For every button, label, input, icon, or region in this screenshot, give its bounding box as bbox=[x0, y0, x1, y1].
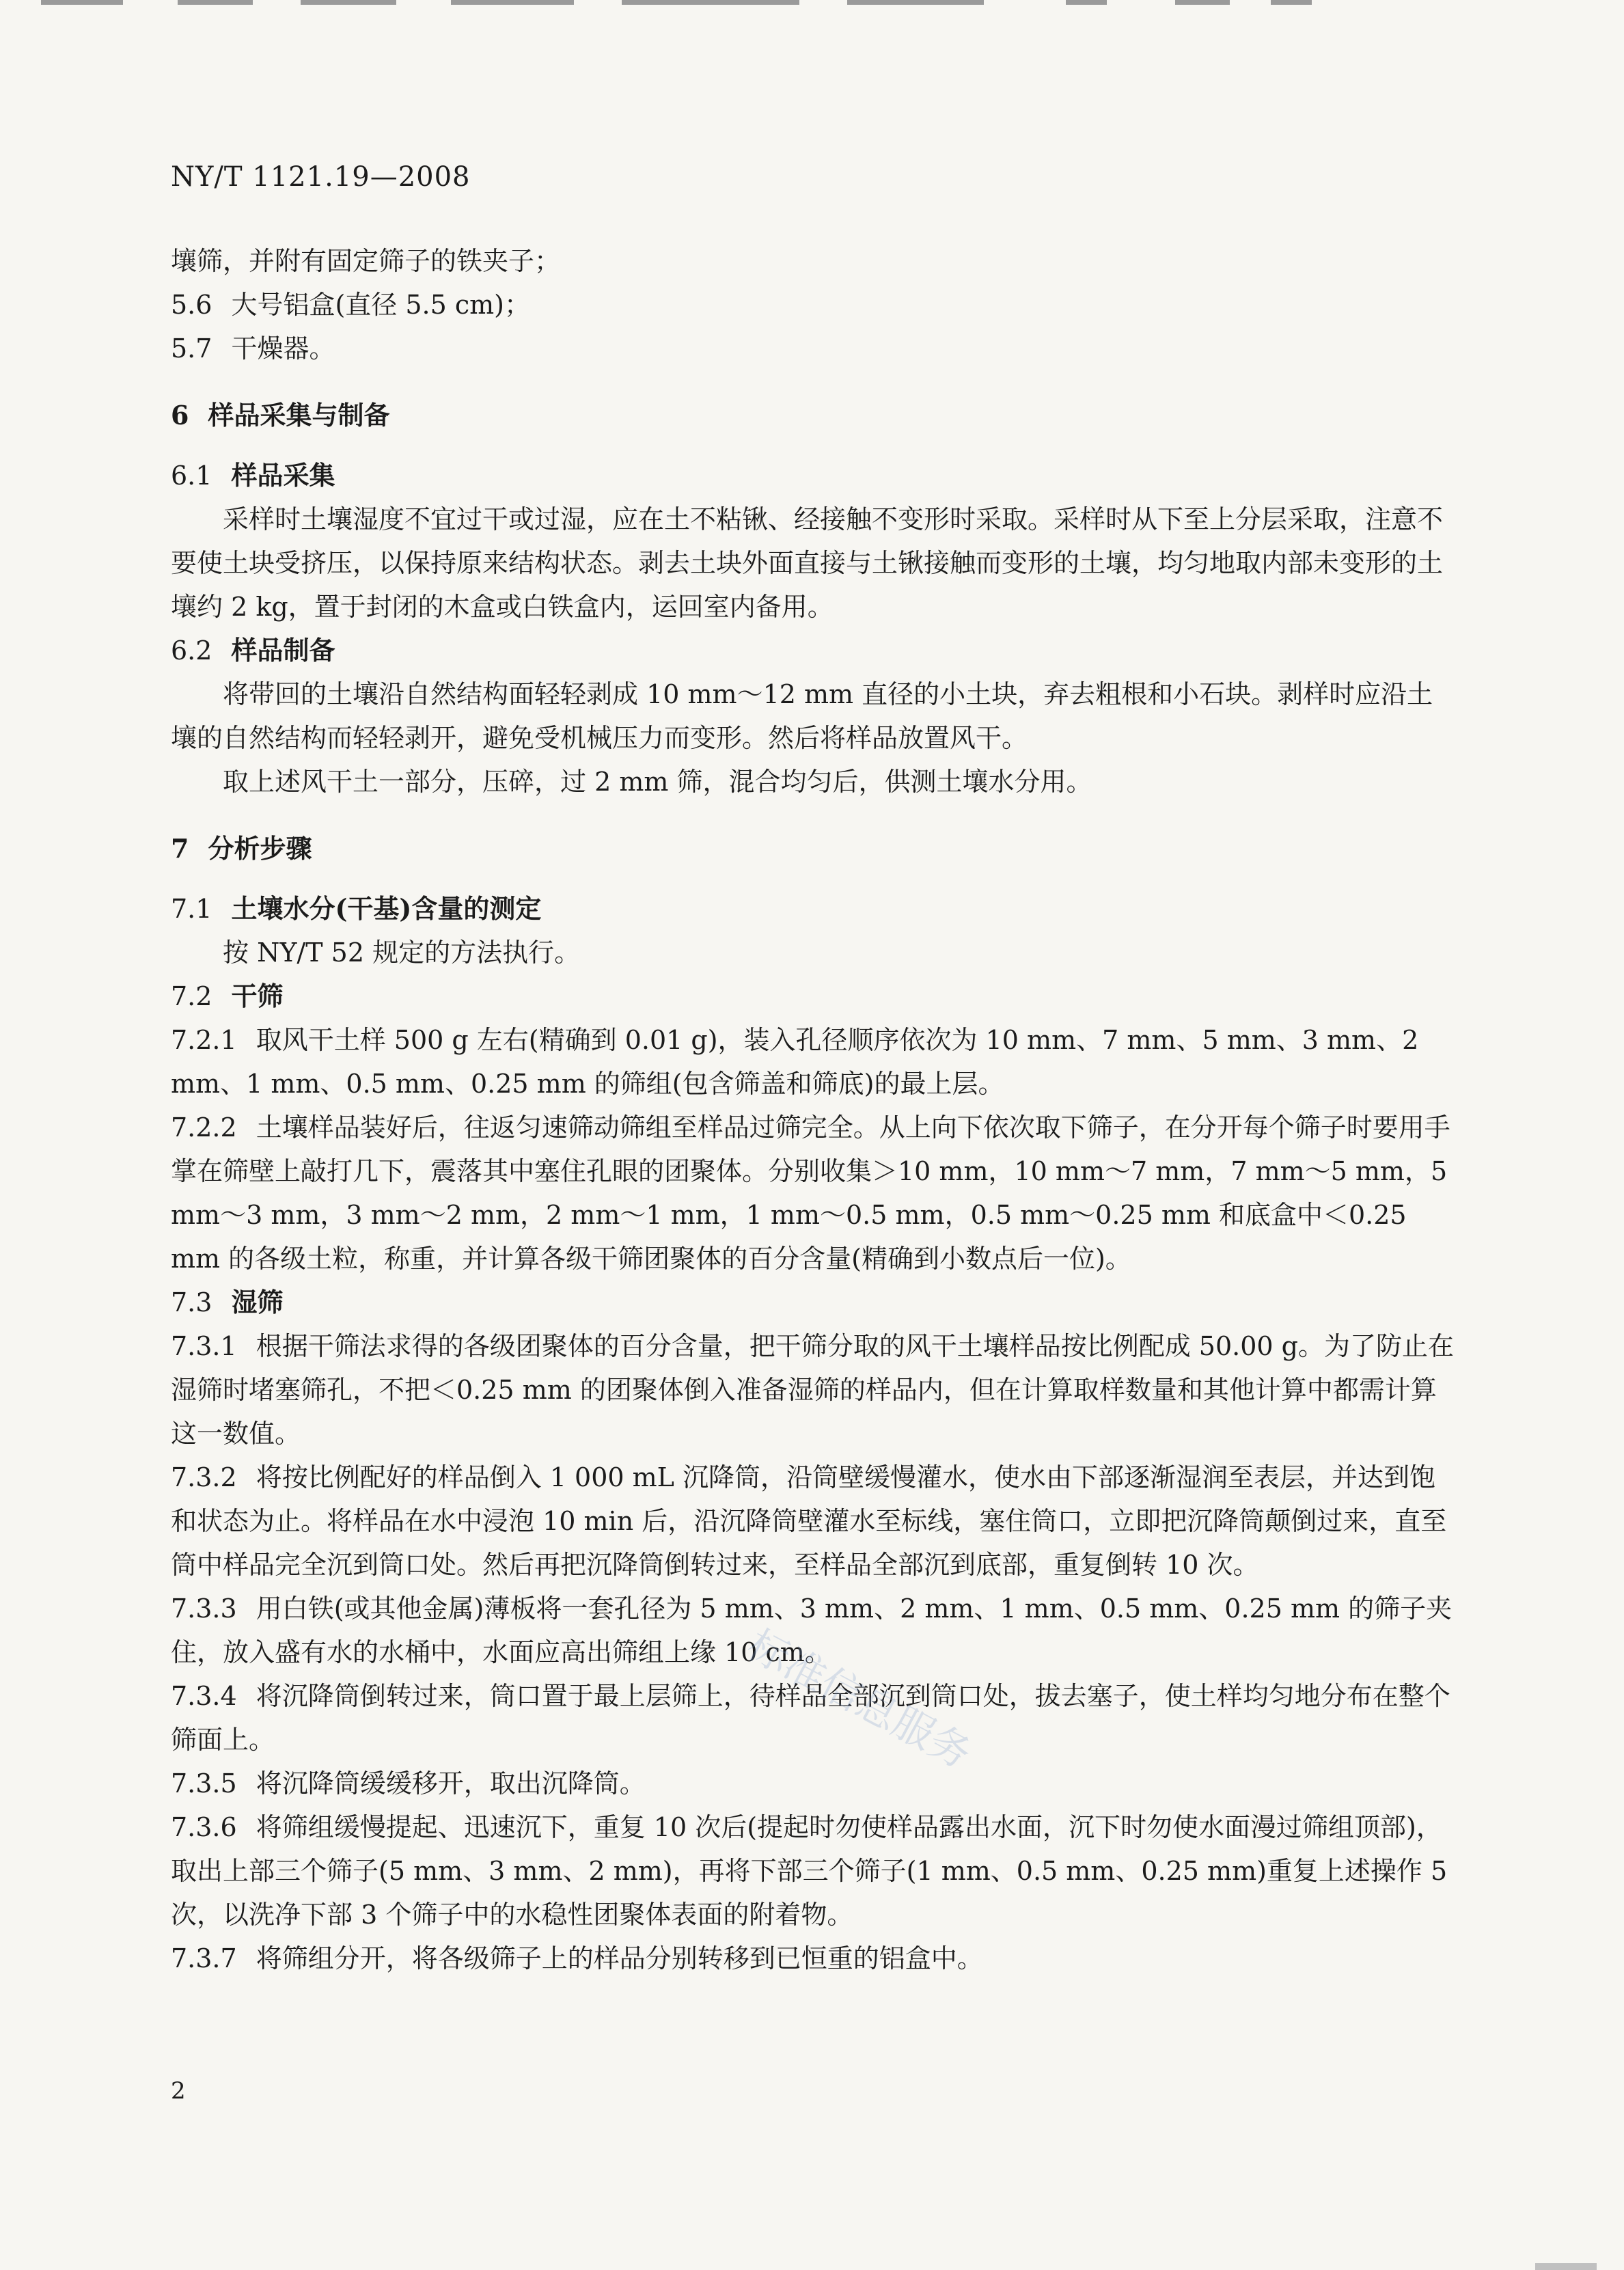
continued-line: 壤筛，并附有固定筛子的铁夹子； bbox=[171, 246, 561, 276]
clause-7-3-7 bbox=[171, 1937, 1455, 1980]
page-number: 2 bbox=[171, 2077, 186, 2105]
clause-7-3-5 bbox=[171, 1762, 1455, 1805]
clause-text: 用白铁(或其他金属)薄板将一套孔径为 5 mm、3 mm、2 mm、1 mm、0.5 mm、0.25 mm 的筛子夹住，放入盛有水的水桶中，水面应高出筛组上缘 10 cm。 bbox=[171, 1594, 1453, 1667]
clause-number: 5.7 bbox=[171, 333, 212, 364]
clause-7-2-2 bbox=[171, 1106, 1455, 1281]
standard-number-header: NY/T 1121.19—2008 bbox=[171, 161, 471, 193]
clause-number: 7.3.7 bbox=[171, 1943, 237, 1973]
clause-text: 将筛组分开，将各级筛子上的样品分别转移到已恒重的铝盒中。 bbox=[256, 1943, 983, 1973]
chapter-6-heading bbox=[171, 394, 1455, 437]
section-number: 7.2 bbox=[171, 981, 212, 1011]
clause-text: 将按比例配好的样品倒入 1 000 mL 沉降筒，沿筒壁缓慢灌水，使水由下部逐渐湿润至表层，并达到饱和状态为止。将样品在水中浸泡 10 min 后，沿沉降筒壁灌水至标线，塞住筒口，立即把沉降筒颠倒过来，直至筒中样品完全沉到筒口处。然后再把沉降筒倒转过来，至样品全部沉到底部，重复倒转 10 次。 bbox=[171, 1462, 1447, 1580]
document-body bbox=[171, 239, 1455, 1980]
clause-7-3-6 bbox=[171, 1805, 1455, 1937]
clause-text: 根据干筛法求得的各级团聚体的百分含量，把干筛分取的风干土壤样品按比例配成 50.00 g。为了防止在湿筛时堵塞筛孔，不把＜0.25 mm 的团聚体倒入准备湿筛的样品内，但在计算取样数量和其他计算中都需计算这一数值。 bbox=[171, 1331, 1454, 1449]
section-number: 7.3 bbox=[171, 1287, 212, 1317]
chapter-title: 样品采集与制备 bbox=[208, 400, 390, 430]
paragraph-6-2-a: 将带回的土壤沿自然结构面轻轻剥成 10 mm～12 mm 直径的小土块，弃去粗根和小石块。剥样时应沿土壤的自然结构而轻轻剥开，避免受机械压力而变形。然后将样品放置风干。 bbox=[171, 679, 1433, 753]
watermark-text: 标准信息服务 bbox=[739, 1621, 980, 1779]
clause-number: 7.3.4 bbox=[171, 1681, 237, 1711]
section-title: 湿筛 bbox=[231, 1287, 284, 1317]
clause-number: 7.3.1 bbox=[171, 1331, 237, 1361]
chapter-number: 7 bbox=[171, 833, 189, 864]
clause-text: 将沉降筒缓缓移开，取出沉降筒。 bbox=[256, 1768, 646, 1799]
paragraph-7-1: 按 NY/T 52 规定的方法执行。 bbox=[223, 938, 581, 968]
clause-text: 取风干土样 500 g 左右(精确到 0.01 g)，装入孔径顺序依次为 10 mm、7 mm、5 mm、3 mm、2 mm、1 mm、0.5 mm、0.25 mm 的筛组(包含筛盖和筛底)的最上层。 bbox=[171, 1025, 1419, 1099]
paragraph-6-2-b: 取上述风干土一部分，压碎，过 2 mm 筛，混合均匀后，供测土壤水分用。 bbox=[223, 767, 1092, 797]
clause-text: 干燥器。 bbox=[231, 333, 335, 364]
clause-number: 7.2.1 bbox=[171, 1025, 237, 1055]
clause-number: 7.3.2 bbox=[171, 1462, 237, 1492]
chapter-number: 6 bbox=[171, 400, 189, 430]
section-title: 样品采集 bbox=[231, 460, 335, 491]
clause-7-2-1 bbox=[171, 1018, 1455, 1106]
paragraph-6-1: 采样时土壤湿度不宜过干或过湿，应在土不粘锹、经接触不变形时采取。采样时从下至上分层采取，注意不要使土块受挤压，以保持原来结构状态。剥去土块外面直接与土锹接触而变形的土壤，均匀地取内部未变形的土壤约 2 kg，置于封闭的木盒或白铁盒内，运回室内备用。 bbox=[171, 504, 1444, 622]
clause-number: 7.3.3 bbox=[171, 1594, 237, 1624]
clause-7-3-2 bbox=[171, 1455, 1455, 1587]
clause-text: 将筛组缓慢提起、迅速沉下，重复 10 次后(提起时勿使样品露出水面，沉下时勿使水面漫过筛组顶部)，取出上部三个筛子(5 mm、3 mm、2 mm)，再将下部三个筛子(1 mm、0.5 mm、0.25 mm)重复上述操作 5 次，以洗净下部 3 个筛子中的水稳性团聚体表面的附着物。 bbox=[171, 1812, 1448, 1930]
chapter-7-heading bbox=[171, 827, 1455, 871]
section-number: 7.1 bbox=[171, 894, 212, 924]
section-6-2-heading bbox=[171, 629, 1455, 672]
section-6-1-heading bbox=[171, 454, 1455, 497]
section-7-3-heading bbox=[171, 1281, 1455, 1324]
clause-5-6 bbox=[171, 283, 1455, 327]
scan-top-marks bbox=[41, 0, 1583, 11]
section-7-2-heading bbox=[171, 974, 1455, 1018]
clause-number: 7.3.6 bbox=[171, 1812, 237, 1842]
section-7-1-heading bbox=[171, 887, 1455, 931]
chapter-title: 分析步骤 bbox=[208, 833, 312, 864]
clause-number: 5.6 bbox=[171, 290, 212, 320]
section-number: 6.1 bbox=[171, 461, 212, 491]
section-title: 土壤水分(干基)含量的测定 bbox=[231, 893, 542, 924]
clause-number: 7.3.5 bbox=[171, 1768, 237, 1799]
clause-text: 土壤样品装好后，往返匀速筛动筛组至样品过筛完全。从上向下依次取下筛子，在分开每个筛子时要用手掌在筛壁上敲打几下，震落其中塞住孔眼的团聚体。分别收集＞10 mm，10 mm～7 mm，7 mm～5 mm，5 mm～3 mm，3 mm～2 mm，2 mm～1 mm，1 mm～0.5 mm，0.5 mm～0.25 mm 和底盒中＜0.25 mm 的各级土粒，称重，并计算各级干筛团聚体的百分含量(精确到小数点后一位)。 bbox=[171, 1112, 1450, 1274]
clause-text: 将沉降筒倒转过来，筒口置于最上层筛上，待样品全部沉到筒口处，拔去塞子，使土样均匀地分布在整个筛面上。 bbox=[171, 1681, 1450, 1755]
clause-5-7 bbox=[171, 327, 1455, 370]
section-title: 样品制备 bbox=[231, 635, 335, 666]
clause-7-3-1 bbox=[171, 1324, 1455, 1455]
section-title: 干筛 bbox=[231, 981, 284, 1011]
clause-number: 7.2.2 bbox=[171, 1112, 237, 1143]
section-number: 6.2 bbox=[171, 635, 212, 666]
clause-text: 大号铝盒(直径 5.5 cm)； bbox=[231, 290, 530, 320]
scan-bottom-mark bbox=[1535, 2263, 1597, 2270]
